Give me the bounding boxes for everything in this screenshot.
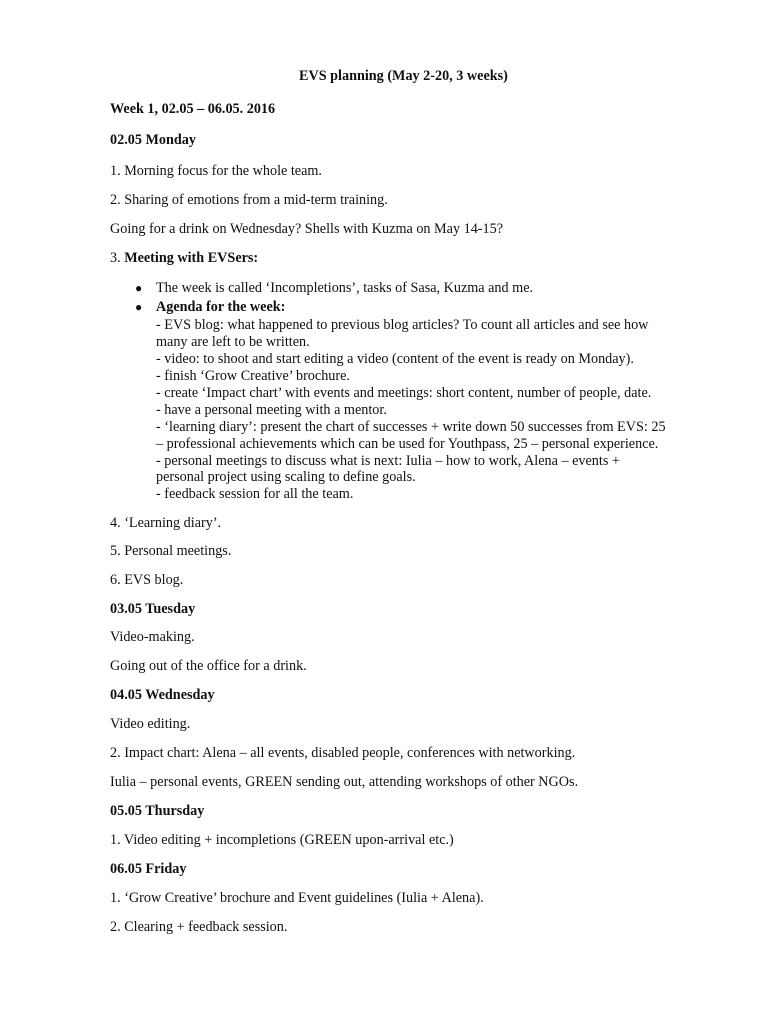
- friday-line-1: 1. ‘Grow Creative’ brochure and Event guidelines (Iulia + Alena).: [110, 890, 484, 906]
- monday-note: Going for a drink on Wednesday? Shells with Kuzma on May 14-15?: [110, 221, 504, 237]
- agenda-line: - feedback session for all the team.: [156, 486, 354, 502]
- bullet-item: [135, 280, 534, 297]
- agenda-line: - have a personal meeting with a mentor.: [156, 402, 387, 418]
- monday-item-1: 1. Morning focus for the whole team.: [110, 163, 322, 179]
- wednesday-line-3: Iulia – personal events, GREEN sending out, attending workshops of other NGOs.: [110, 774, 579, 790]
- wednesday-line-1: Video editing.: [110, 716, 191, 732]
- tuesday-heading: 03.05 Tuesday: [110, 601, 196, 617]
- monday-item-3-heading: Meeting with EVSers:: [124, 250, 259, 266]
- friday-heading: 06.05 Friday: [110, 861, 187, 877]
- monday-item-6: 6. EVS blog.: [110, 572, 184, 588]
- bullet-text: The week is called ‘Incompletions’, tasks of Sasa, Kuzma and me.: [156, 280, 534, 296]
- bullet-dot-icon: ●: [135, 300, 143, 314]
- agenda-heading: Agenda for the week:: [156, 299, 286, 315]
- monday-item-3: [110, 250, 258, 267]
- agenda-line: - video: to shoot and start editing a video (content of the event is ready on Monday).: [156, 351, 634, 367]
- thursday-line-1: 1. Video editing + incompletions (GREEN upon-arrival etc.): [110, 832, 454, 848]
- wednesday-line-2: 2. Impact chart: Alena – all events, disabled people, conferences with networking.: [110, 745, 576, 761]
- agenda-line: - ‘learning diary’: present the chart of successes + write down 50 successes from EVS: 25: [156, 419, 666, 435]
- bullet-dot-icon: ●: [135, 281, 143, 295]
- friday-line-2: 2. Clearing + feedback session.: [110, 919, 288, 935]
- agenda-line: personal project using scaling to define goals.: [156, 469, 416, 485]
- monday-item-2: 2. Sharing of emotions from a mid-term training.: [110, 192, 388, 208]
- bullet-item-agenda: [135, 299, 286, 316]
- wednesday-heading: 04.05 Wednesday: [110, 687, 215, 703]
- monday-item-3-prefix: 3.: [110, 250, 125, 266]
- monday-item-4: 4. ‘Learning diary’.: [110, 515, 222, 531]
- agenda-line: - EVS blog: what happened to previous blog articles? To count all articles and see how: [156, 317, 649, 333]
- monday-heading: 02.05 Monday: [110, 132, 196, 148]
- agenda-line: – professional achievements which can be used for Youthpass, 25 – personal experience.: [156, 436, 659, 452]
- tuesday-line-1: Video-making.: [110, 629, 195, 645]
- week-heading: Week 1, 02.05 – 06.05. 2016: [110, 101, 276, 117]
- agenda-line: - finish ‘Grow Creative’ brochure.: [156, 368, 350, 384]
- monday-item-5: 5. Personal meetings.: [110, 543, 232, 559]
- agenda-line: many are left to be written.: [156, 334, 310, 350]
- agenda-line: - personal meetings to discuss what is next: Iulia – how to work, Alena – events +: [156, 453, 620, 469]
- tuesday-line-2: Going out of the office for a drink.: [110, 658, 307, 674]
- document-title: EVS planning (May 2-20, 3 weeks): [299, 68, 508, 84]
- agenda-line: - create ‘Impact chart’ with events and meetings: short content, number of people, date.: [156, 385, 652, 401]
- thursday-heading: 05.05 Thursday: [110, 803, 205, 819]
